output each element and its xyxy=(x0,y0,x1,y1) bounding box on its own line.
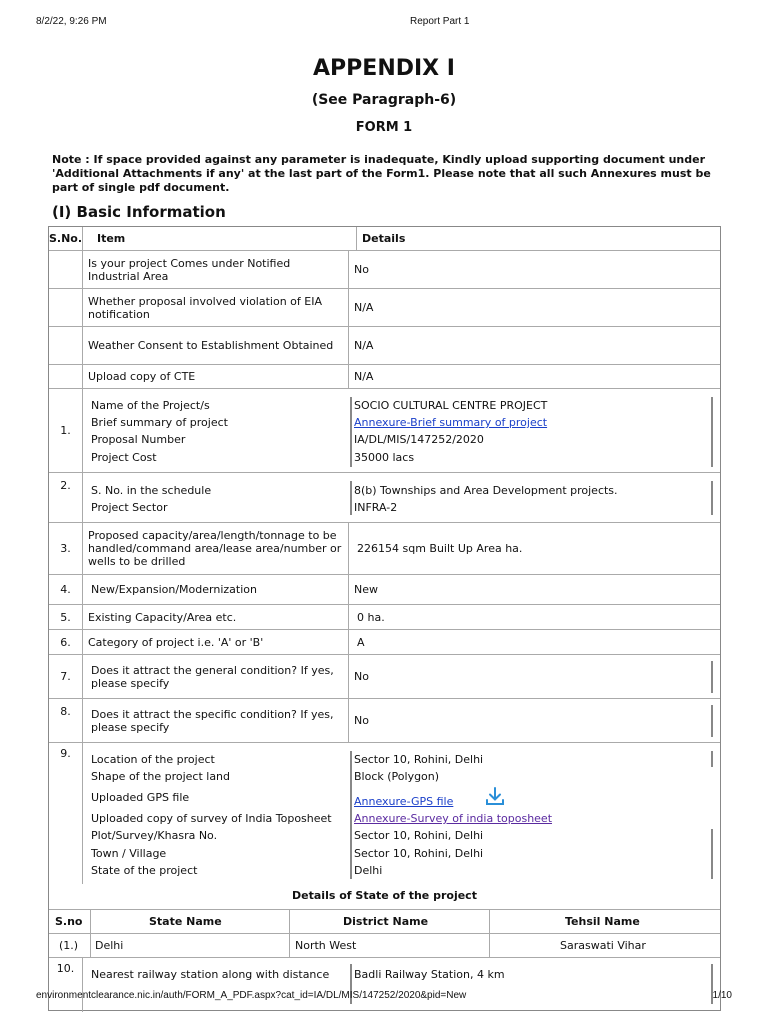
proposal-number-value: IA/DL/MIS/147252/2020 xyxy=(354,433,484,446)
state-header-district: District Name xyxy=(343,915,429,928)
row-item: New/Expansion/Modernization xyxy=(83,575,349,604)
row-sno: 3. xyxy=(49,523,83,574)
separator xyxy=(350,481,352,515)
row-sno: 2. xyxy=(49,473,83,522)
separator xyxy=(711,661,713,693)
schedule-label: S. No. in the schedule xyxy=(91,484,212,497)
row-item: Proposed capacity/area/length/tonnage to be handled/command area/lease area/number or wells to be drilled xyxy=(83,523,349,574)
row-details: No xyxy=(354,670,369,683)
print-url: environmentclearance.nic.in/auth/FORM_A_PDF.aspx?cat_id=IA/DL/MIS/147252/2020&pid=New xyxy=(36,990,467,1001)
download-icon[interactable] xyxy=(485,786,505,806)
separator xyxy=(711,397,713,467)
table-row-9 xyxy=(49,743,720,883)
table-row-4 xyxy=(49,575,720,605)
project-cost-value: 35000 lacs xyxy=(354,451,415,464)
state-row-sno: (1.) xyxy=(59,939,79,952)
row-details: N/A xyxy=(354,301,374,314)
table-header-row xyxy=(49,227,720,251)
row-item: Is your project Comes under Notified Industrial Area xyxy=(83,251,349,288)
state-table-header-row xyxy=(49,909,720,934)
print-header xyxy=(36,16,732,30)
location-value: Sector 10, Rohini, Delhi xyxy=(354,753,484,766)
table-row xyxy=(49,251,720,289)
row-item: Upload copy of CTE xyxy=(83,365,349,388)
section-title: (I) Basic Information xyxy=(52,203,226,221)
shape-value: Block (Polygon) xyxy=(354,770,440,783)
row-sno: 6. xyxy=(49,630,83,654)
separator xyxy=(350,397,352,467)
row-details: New xyxy=(354,583,378,596)
print-footer xyxy=(36,990,732,1004)
table-row xyxy=(49,327,720,365)
table-row-3 xyxy=(49,523,720,575)
row-sno: 1. xyxy=(49,389,83,472)
project-summary-link[interactable]: Annexure-Brief summary of project xyxy=(354,416,548,429)
table-row-6 xyxy=(49,630,720,655)
header-details: Details xyxy=(362,232,406,245)
row-item: Category of project i.e. 'A' or 'B' xyxy=(83,630,349,654)
separator xyxy=(350,751,352,879)
row-sno: 10. xyxy=(49,958,83,1012)
project-summary-label: Brief summary of project xyxy=(91,416,228,429)
location-label: Location of the project xyxy=(91,753,215,766)
table-row-7 xyxy=(49,655,720,699)
row-item: Weather Consent to Establishment Obtained xyxy=(83,327,349,364)
project-name-value: SOCIO CULTURAL CENTRE PROJECT xyxy=(354,399,548,412)
note-text: Note : If space provided against any parameter is inadequate, Kindly upload supporting document under 'Additional Attachments if any' at the last part of the Form1. Please note that all such Annexures must be part of single pdf document. xyxy=(52,153,711,194)
state-table-row xyxy=(49,934,720,958)
project-name-label: Name of the Project/s xyxy=(91,399,210,412)
print-title: Report Part 1 xyxy=(410,16,470,27)
header-item: Item xyxy=(92,227,357,250)
separator xyxy=(711,829,713,879)
state-header-tehsil: Tehsil Name xyxy=(565,915,640,928)
town-value: Sector 10, Rohini, Delhi xyxy=(354,847,484,860)
state-row-name: Delhi xyxy=(95,939,124,952)
header-sno: S.No. xyxy=(49,227,83,250)
row-item: Does it attract the general condition? If yes, please specify xyxy=(83,655,349,698)
form-title: FORM 1 xyxy=(355,120,413,135)
separator xyxy=(711,481,713,515)
basic-info-table xyxy=(48,226,721,1011)
state-label: State of the project xyxy=(91,864,198,877)
shape-label: Shape of the project land xyxy=(91,770,231,783)
table-row xyxy=(49,289,720,327)
khasra-value: Sector 10, Rohini, Delhi xyxy=(354,829,484,842)
row-details: 226154 sqm Built Up Area ha. xyxy=(357,542,523,555)
row-details: N/A xyxy=(354,370,374,383)
row-sno: 8. xyxy=(49,699,83,742)
page-number: 1/10 xyxy=(712,990,732,1001)
gps-file-link[interactable]: Annexure-GPS file xyxy=(354,795,454,808)
state-row-tehsil: Saraswati Vihar xyxy=(560,939,646,952)
town-label: Town / Village xyxy=(91,847,167,860)
separator xyxy=(711,705,713,737)
state-value: Delhi xyxy=(354,864,383,877)
state-header-name: State Name xyxy=(149,915,222,928)
railway-label: Nearest railway station along with distance xyxy=(91,968,330,981)
khasra-label: Plot/Survey/Khasra No. xyxy=(91,829,218,842)
row-details: 0 ha. xyxy=(357,610,385,624)
state-header-sno: S.no xyxy=(55,915,83,928)
table-row xyxy=(49,365,720,389)
table-row-5 xyxy=(49,605,720,630)
table-row-1 xyxy=(49,389,720,473)
row-sno: 5. xyxy=(49,605,83,629)
separator xyxy=(711,751,713,767)
divider xyxy=(289,909,290,958)
row-details: No xyxy=(354,263,369,276)
paragraph-reference: (See Paragraph-6) xyxy=(311,92,457,108)
row-sno: 4. xyxy=(49,575,83,604)
row-item: Does it attract the specific condition? If yes, please specify xyxy=(83,699,349,742)
schedule-value: 8(b) Townships and Area Development projects. xyxy=(354,484,618,497)
divider xyxy=(489,909,490,958)
divider xyxy=(90,909,91,958)
row-details: N/A xyxy=(354,339,374,352)
row-sno: 9. xyxy=(49,743,83,884)
gps-label: Uploaded GPS file xyxy=(91,791,190,804)
toposheet-link[interactable]: Annexure-Survey of india toposheet xyxy=(354,812,553,825)
railway-value: Badli Railway Station, 4 km xyxy=(354,968,505,981)
appendix-title: APPENDIX I xyxy=(313,56,455,81)
project-sector-value: INFRA-2 xyxy=(354,501,398,514)
row-details: A xyxy=(357,635,365,649)
row-item: Whether proposal involved violation of EIA notification xyxy=(83,289,349,326)
state-row-district: North West xyxy=(295,939,357,952)
table-row-8 xyxy=(49,699,720,743)
state-details-title: Details of State of the project xyxy=(292,889,477,902)
row-details: No xyxy=(354,714,369,727)
toposheet-label: Uploaded copy of survey of India Toposheet xyxy=(91,812,332,825)
project-sector-label: Project Sector xyxy=(91,501,168,514)
row-sno: 7. xyxy=(49,655,83,698)
print-datetime: 8/2/22, 9:26 PM xyxy=(36,16,107,27)
table-row-2 xyxy=(49,473,720,523)
proposal-number-label: Proposal Number xyxy=(91,433,186,446)
project-cost-label: Project Cost xyxy=(91,451,157,464)
row-item: Existing Capacity/Area etc. xyxy=(83,605,349,629)
